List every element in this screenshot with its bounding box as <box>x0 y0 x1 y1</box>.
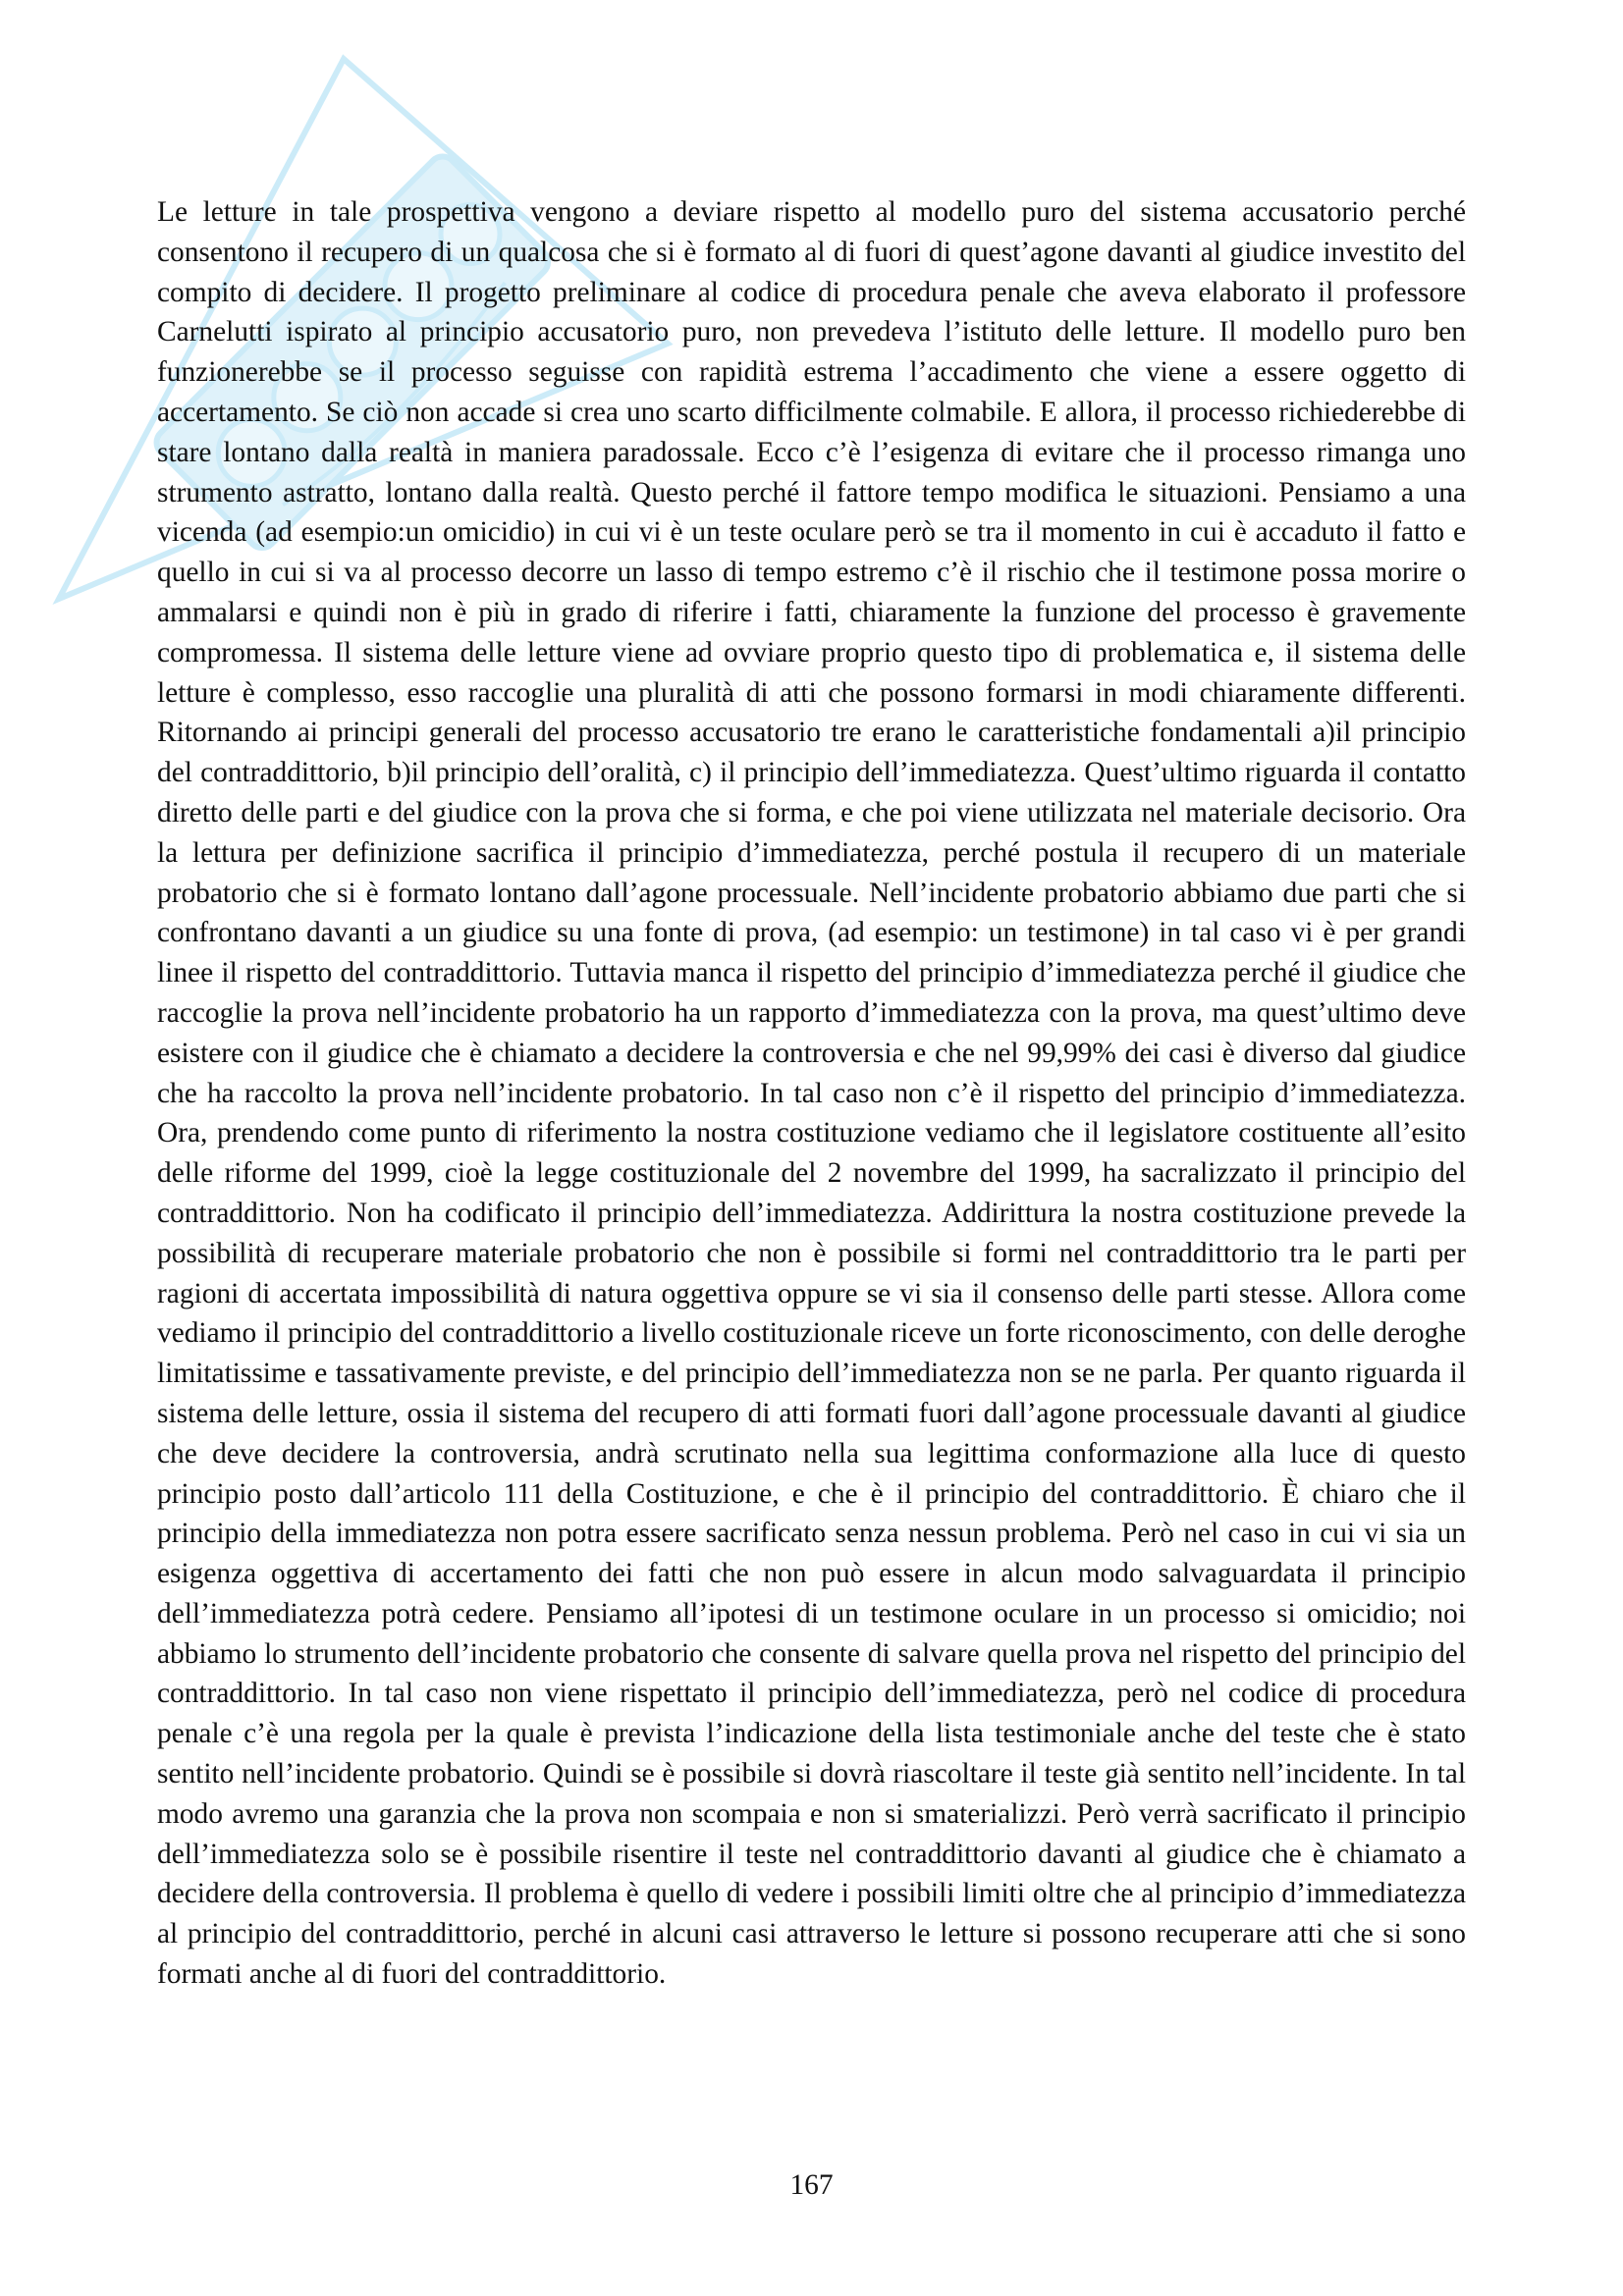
page-number: 167 <box>789 2169 834 2201</box>
body-paragraph: Le letture in tale prospettiva vengono a deviare rispetto al modello puro del sistema accusatorio perché consentono il recupero di un qualcosa che si è formato al di fuori di quest’agone davanti al giudice investito del compito di decidere. Il progetto preliminare al codice di procedura penale che aveva elaborato il professore Carnelutti ispirato al principio accusatorio puro, non prevedeva l’istituto delle letture. Il modello puro ben funzionerebbe se il processo seguisse con rapidità estrema l’accadimento che viene a essere oggetto di accertamento. Se ciò non accade si crea uno scarto difficilmente colmabile. E allora, il processo richiederebbe di stare lontano dalla realtà in maniera paradossale. Ecco c’è l’esigenza di evitare che il processo rimanga uno strumento astratto, lontano dalla realtà. Questo perché il fattore tempo modifica le situazioni. Pensiamo a una vicenda (ad esempio:un omicidio) in cui vi è un teste oculare però se tra il momento in cui è accaduto il fatto e quello in cui si va al processo decorre un lasso di tempo estremo c’è il rischio che il testimone possa morire o ammalarsi e quindi non è più in grado di riferire i fatti, chiaramente la funzione del processo è gravemente compromessa. Il sistema delle letture viene ad ovviare proprio questo tipo di problematica e, il sistema delle letture è complesso, esso raccoglie una pluralità di atti che possono formarsi in modi chiaramente differenti. Ritornando ai principi generali del processo accusatorio tre erano le caratteristiche fondamentali a)il principio del contraddittorio, b)il principio dell’oralità, c) il principio dell’immediatezza. Quest’ultimo riguarda il contatto diretto delle parti e del giudice con la prova che si forma, e che poi viene utilizzata nel materiale decisorio. Ora la lettura per definizione sacrifica il principio d’immediatezza, perché postula il recupero di un materiale probatorio che si è formato lontano dall’agone processuale. Nell’incidente probatorio abbiamo due parti che si confrontano davanti a un giudice su una fonte di prova, (ad esempio: un testimone) in tal caso vi è per grandi linee il rispetto del contraddittorio. Tuttavia manca il rispetto del principio d’immediatezza perché il giudice che raccoglie la prova nell’incidente probatorio ha un rapporto d’immediatezza con la prova, ma quest’ultimo deve esistere con il giudice che è chiamato a decidere la controversia e che nel 99,99% dei casi è diverso dal giudice che ha raccolto la prova nell’incidente probatorio. In tal caso non c’è il rispetto del principio d’immediatezza. Ora, prendendo come punto di riferimento la nostra costituzione vediamo che il legislatore costituente all’esito delle riforme del 1999, cioè la legge costituzionale del 2 novembre del 1999, ha sacralizzato il principio del contraddittorio. Non ha codificato il principio dell’immediatezza. Addirittura la nostra costituzione prevede la possibilità di recuperare materiale probatorio che non è possibile si formi nel contraddittorio tra le parti per ragioni di accertata impossibilità di natura oggettiva oppure se vi sia il consenso delle parti stesse. Allora come vediamo il principio del contraddittorio a livello costituzionale riceve un forte riconoscimento, con delle deroghe limitatissime e tassativamente previste, e del principio dell’immediatezza non se ne parla. Per quanto riguarda il sistema delle letture, ossia il sistema del recupero di atti formati fuori dall’agone processuale davanti al giudice che deve decidere la controversia, andrà scrutinato nella sua legittima conformazione alla luce di questo principio posto dall’articolo 111 della Costituzione, e che è il principio del contraddittorio. È chiaro che il principio della immediatezza non potra essere sacrificato senza nessun problema. Però nel caso in cui vi sia un esigenza oggettiva di accertamento dei fatti che non può essere in alcun modo salvaguardata il principio dell’immediatezza potrà cedere. Pensiamo all’ipotesi di un testimone oculare in un processo si omicidio; noi abbiamo lo strumento dell’incidente probatorio che consente di salvare quella prova nel rispetto del principio del contraddittorio. In tal caso non viene rispettato il principio dell’immediatezza, però nel codice di procedura penale c’è una regola per la quale è prevista l’indicazione della lista testimoniale anche del teste che è stato sentito nell’incidente probatorio. Quindi se è possibile si dovrà riascoltare il teste già sentito nell’incidente. In tal modo avremo una garanzia che la prova non scompaia e non si smaterializzi. Però verrà sacrificato il principio dell’immediatezza solo se è possibile risentire il teste nel contraddittorio davanti al giudice che è chiamato a decidere della controversia. Il problema è quello di vedere i possibili limiti oltre che al principio d’immediatezza al principio del contraddittorio, perché in alcuni casi attraverso le letture si possono recuperare atti che si sono formati anche al di fuori del contraddittorio. <box>157 196 1466 1991</box>
